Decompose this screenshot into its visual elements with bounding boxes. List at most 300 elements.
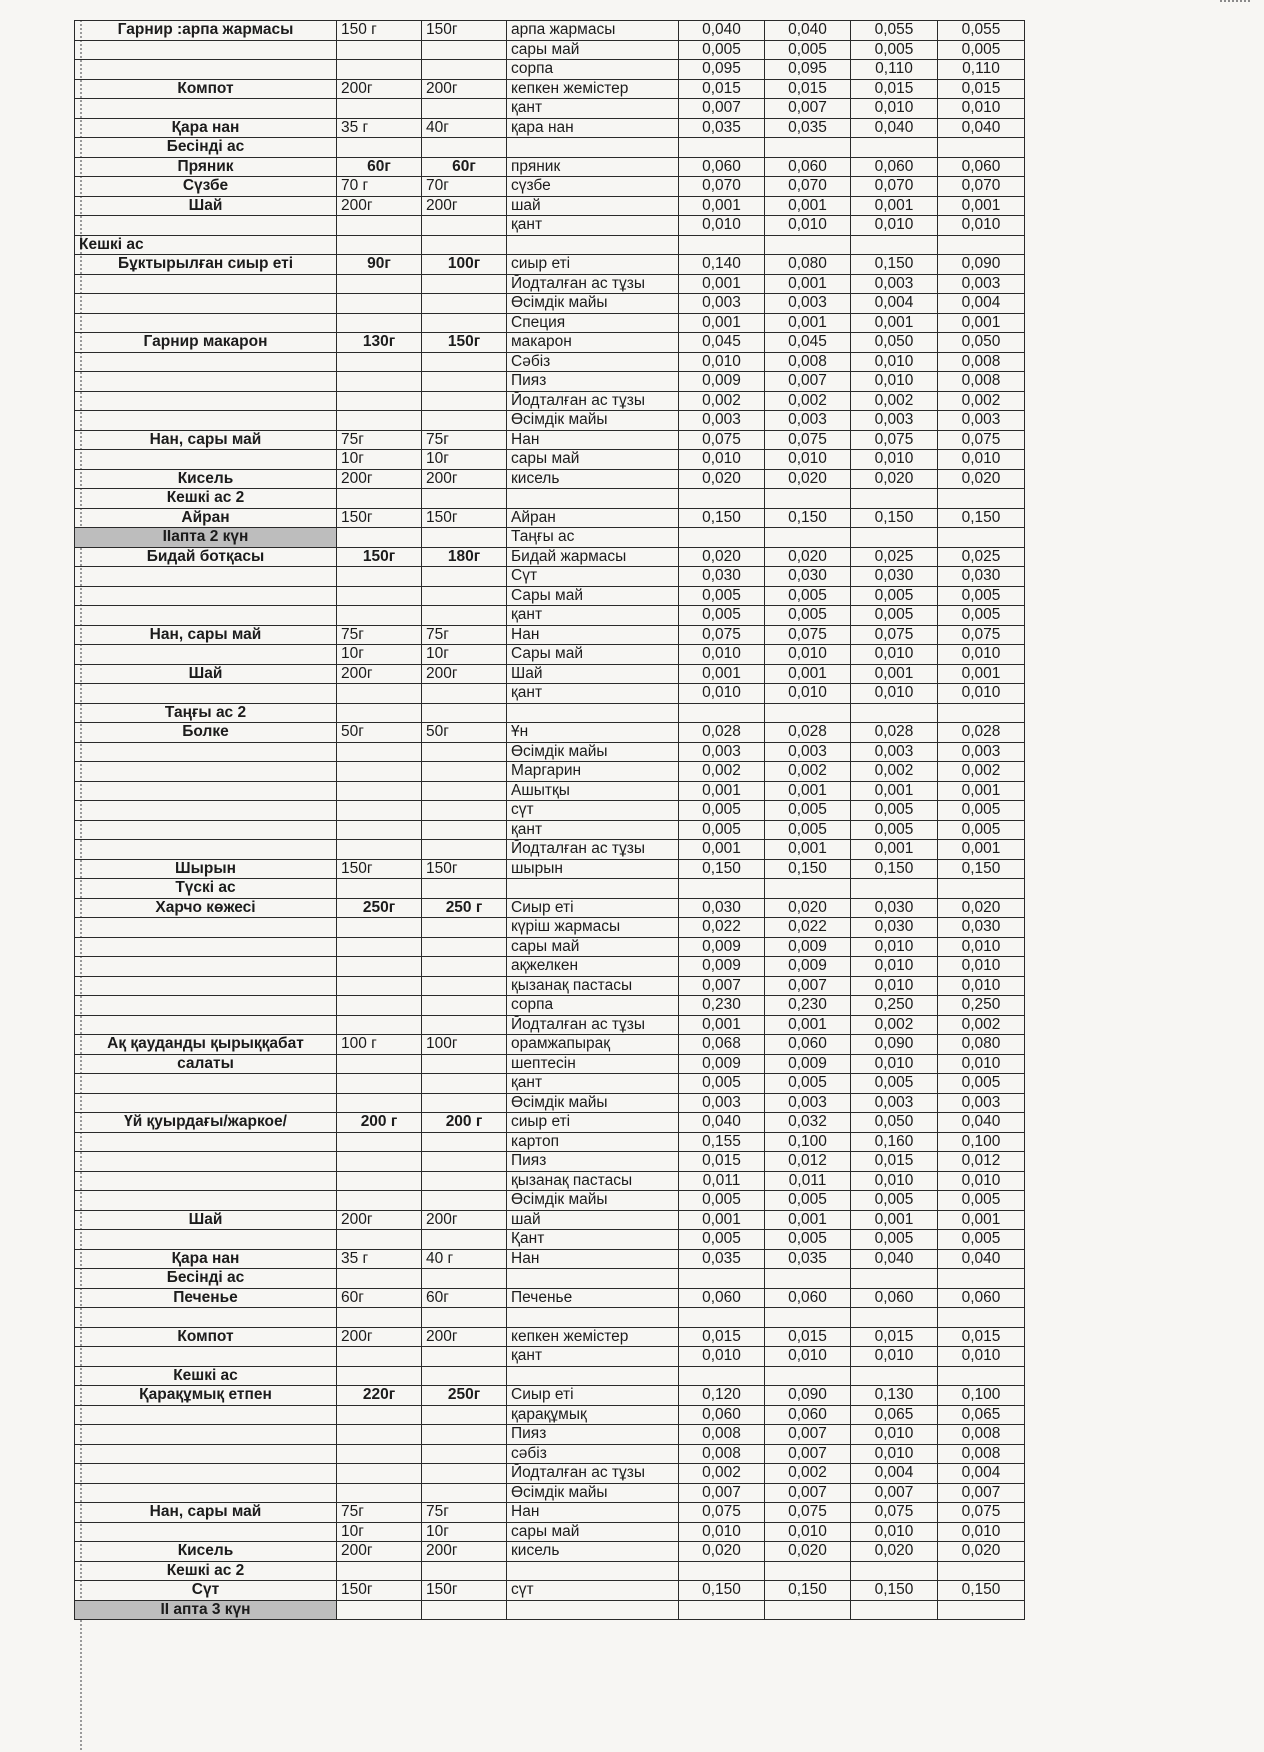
portion-age2-cell	[422, 1191, 507, 1211]
net-weight-age1-cell: 0,060	[765, 1035, 851, 1055]
portion-age1-cell: 200г	[337, 79, 422, 99]
ingredient-cell: Нан	[507, 430, 679, 450]
gross-weight-age1-cell: 0,070	[679, 177, 765, 197]
gross-weight-age1-cell	[679, 528, 765, 548]
portion-age2-cell: 10г	[422, 1522, 507, 1542]
net-weight-age2-cell: 0,004	[938, 1464, 1025, 1484]
gross-weight-age2-cell: 0,028	[851, 723, 938, 743]
ingredient-cell: арпа жармасы	[507, 21, 679, 41]
net-weight-age1-cell: 0,009	[765, 957, 851, 977]
gross-weight-age1-cell	[679, 1308, 765, 1328]
dish-name-cell	[75, 840, 337, 860]
table-row	[75, 742, 1025, 762]
net-weight-age1-cell	[765, 1561, 851, 1581]
net-weight-age1-cell: 0,070	[765, 177, 851, 197]
net-weight-age1-cell: 0,005	[765, 1191, 851, 1211]
table-row	[75, 489, 1025, 509]
table-row	[75, 177, 1025, 197]
net-weight-age1-cell: 0,075	[765, 430, 851, 450]
table-row	[75, 60, 1025, 80]
meal-section-row	[75, 235, 1025, 255]
ingredient-cell: сары май	[507, 937, 679, 957]
net-weight-age1-cell: 0,010	[765, 216, 851, 236]
portion-age1-cell	[337, 976, 422, 996]
gross-weight-age2-cell	[851, 1600, 938, 1620]
portion-age1-cell: 10г	[337, 645, 422, 665]
gross-weight-age1-cell: 0,020	[679, 1542, 765, 1562]
net-weight-age2-cell: 0,055	[938, 21, 1025, 41]
portion-age1-cell	[337, 274, 422, 294]
gross-weight-age2-cell	[851, 138, 938, 158]
dish-name-cell: Гарнир макарон	[75, 333, 337, 353]
portion-age1-cell: 100 г	[337, 1035, 422, 1055]
table-row	[75, 1483, 1025, 1503]
portion-age2-cell: 250г	[422, 1386, 507, 1406]
dish-name-cell	[75, 567, 337, 587]
portion-age2-cell: 150г	[422, 21, 507, 41]
portion-age1-cell	[337, 1405, 422, 1425]
net-weight-age1-cell: 0,003	[765, 742, 851, 762]
net-weight-age1-cell: 0,007	[765, 1444, 851, 1464]
portion-age1-cell	[337, 1230, 422, 1250]
portion-age1-cell: 150г	[337, 547, 422, 567]
portion-age2-cell	[422, 957, 507, 977]
portion-age2-cell: 200г	[422, 469, 507, 489]
portion-age1-cell: 150г	[337, 1581, 422, 1601]
net-weight-age1-cell: 0,010	[765, 645, 851, 665]
net-weight-age1-cell: 0,010	[765, 450, 851, 470]
ingredient-cell: Өсімдік майы	[507, 1191, 679, 1211]
table-row	[75, 1191, 1025, 1211]
dish-name-cell: Кешкі ас 2	[75, 1561, 337, 1581]
gross-weight-age1-cell: 0,010	[679, 216, 765, 236]
portion-age1-cell	[337, 1600, 422, 1620]
portion-age1-cell: 200г	[337, 1210, 422, 1230]
net-weight-age1-cell: 0,001	[765, 1015, 851, 1035]
gross-weight-age2-cell: 0,020	[851, 1542, 938, 1562]
gross-weight-age2-cell: 0,030	[851, 898, 938, 918]
ingredient-cell: кисель	[507, 469, 679, 489]
gross-weight-age1-cell: 0,003	[679, 294, 765, 314]
net-weight-age1-cell: 0,090	[765, 1386, 851, 1406]
net-weight-age1-cell: 0,030	[765, 567, 851, 587]
dish-name-cell	[75, 1347, 337, 1367]
portion-age1-cell	[337, 703, 422, 723]
net-weight-age2-cell: 0,005	[938, 40, 1025, 60]
net-weight-age1-cell: 0,230	[765, 996, 851, 1016]
table-row	[75, 157, 1025, 177]
portion-age1-cell	[337, 1425, 422, 1445]
net-weight-age1-cell	[765, 1600, 851, 1620]
gross-weight-age1-cell: 0,035	[679, 1249, 765, 1269]
table-row	[75, 1015, 1025, 1035]
gross-weight-age2-cell: 0,010	[851, 216, 938, 236]
gross-weight-age1-cell: 0,060	[679, 1288, 765, 1308]
net-weight-age2-cell: 0,001	[938, 313, 1025, 333]
portion-age2-cell: 40 г	[422, 1249, 507, 1269]
table-row	[75, 352, 1025, 372]
gross-weight-age1-cell	[679, 1269, 765, 1289]
gross-weight-age1-cell: 0,003	[679, 411, 765, 431]
dish-name-cell	[75, 352, 337, 372]
net-weight-age1-cell: 0,001	[765, 196, 851, 216]
gross-weight-age1-cell: 0,020	[679, 547, 765, 567]
portion-age2-cell	[422, 99, 507, 119]
table-row	[75, 762, 1025, 782]
net-weight-age1-cell	[765, 1269, 851, 1289]
net-weight-age1-cell	[765, 1366, 851, 1386]
table-row	[75, 79, 1025, 99]
net-weight-age2-cell: 0,090	[938, 255, 1025, 275]
net-weight-age2-cell: 0,020	[938, 898, 1025, 918]
gross-weight-age1-cell: 0,001	[679, 313, 765, 333]
gross-weight-age1-cell: 0,140	[679, 255, 765, 275]
dish-name-cell	[75, 1464, 337, 1484]
gross-weight-age2-cell: 0,055	[851, 21, 938, 41]
portion-age1-cell: 35 г	[337, 118, 422, 138]
table-row	[75, 1366, 1025, 1386]
ingredient-cell: сары май	[507, 450, 679, 470]
portion-age1-cell	[337, 606, 422, 626]
net-weight-age2-cell: 0,070	[938, 177, 1025, 197]
ingredient-cell: Йодталған ас тұзы	[507, 840, 679, 860]
portion-age1-cell	[337, 1308, 422, 1328]
table-row	[75, 918, 1025, 938]
dish-name-cell: салаты	[75, 1054, 337, 1074]
dish-name-cell	[75, 1444, 337, 1464]
net-weight-age2-cell	[938, 1308, 1025, 1328]
net-weight-age1-cell: 0,010	[765, 684, 851, 704]
dish-name-cell	[75, 976, 337, 996]
portion-age1-cell: 60г	[337, 157, 422, 177]
net-weight-age1-cell: 0,007	[765, 372, 851, 392]
portion-age1-cell	[337, 1483, 422, 1503]
net-weight-age1-cell: 0,035	[765, 1249, 851, 1269]
portion-age2-cell	[422, 1444, 507, 1464]
portion-age1-cell	[337, 1444, 422, 1464]
table-row	[75, 1074, 1025, 1094]
menu-table	[74, 20, 1025, 1620]
gross-weight-age2-cell: 0,010	[851, 99, 938, 119]
gross-weight-age1-cell: 0,001	[679, 274, 765, 294]
dish-name-cell: IIапта 2 күн	[75, 528, 337, 548]
portion-age2-cell: 100г	[422, 1035, 507, 1055]
gross-weight-age1-cell: 0,005	[679, 801, 765, 821]
portion-age1-cell	[337, 138, 422, 158]
gross-weight-age1-cell: 0,155	[679, 1132, 765, 1152]
gross-weight-age1-cell: 0,008	[679, 1425, 765, 1445]
ingredient-cell: қант	[507, 99, 679, 119]
gross-weight-age2-cell: 0,040	[851, 118, 938, 138]
net-weight-age1-cell: 0,150	[765, 1581, 851, 1601]
dish-name-cell	[75, 996, 337, 1016]
gross-weight-age2-cell: 0,090	[851, 1035, 938, 1055]
net-weight-age2-cell: 0,065	[938, 1405, 1025, 1425]
dish-name-cell: Гарнир :арпа жармасы	[75, 21, 337, 41]
portion-age1-cell	[337, 489, 422, 509]
portion-age1-cell	[337, 391, 422, 411]
portion-age2-cell	[422, 528, 507, 548]
net-weight-age2-cell: 0,010	[938, 1171, 1025, 1191]
dish-name-cell	[75, 1483, 337, 1503]
ingredient-cell: Өсімдік майы	[507, 1483, 679, 1503]
net-weight-age2-cell: 0,150	[938, 508, 1025, 528]
gross-weight-age2-cell: 0,007	[851, 1483, 938, 1503]
portion-age1-cell	[337, 801, 422, 821]
gross-weight-age2-cell: 0,010	[851, 684, 938, 704]
net-weight-age1-cell: 0,009	[765, 937, 851, 957]
ingredient-cell: кисель	[507, 1542, 679, 1562]
portion-age2-cell	[422, 586, 507, 606]
portion-age2-cell	[422, 976, 507, 996]
net-weight-age1-cell: 0,005	[765, 586, 851, 606]
ingredient-cell: картоп	[507, 1132, 679, 1152]
portion-age1-cell: 75г	[337, 1503, 422, 1523]
gross-weight-age2-cell: 0,003	[851, 742, 938, 762]
dish-name-cell: Қарақұмық етпен	[75, 1386, 337, 1406]
table-row	[75, 1054, 1025, 1074]
table-row	[75, 1171, 1025, 1191]
portion-age2-cell: 75г	[422, 1503, 507, 1523]
gross-weight-age2-cell: 0,050	[851, 1113, 938, 1133]
net-weight-age1-cell: 0,060	[765, 1288, 851, 1308]
portion-age2-cell	[422, 1171, 507, 1191]
dish-name-cell	[75, 1132, 337, 1152]
gross-weight-age1-cell	[679, 235, 765, 255]
portion-age1-cell	[337, 1366, 422, 1386]
table-row	[75, 430, 1025, 450]
gross-weight-age2-cell: 0,075	[851, 430, 938, 450]
gross-weight-age2-cell: 0,005	[851, 820, 938, 840]
gross-weight-age1-cell: 0,022	[679, 918, 765, 938]
net-weight-age1-cell: 0,032	[765, 1113, 851, 1133]
gross-weight-age1-cell: 0,011	[679, 1171, 765, 1191]
table-row	[75, 547, 1025, 567]
portion-age2-cell	[422, 1308, 507, 1328]
gross-weight-age1-cell: 0,075	[679, 625, 765, 645]
gross-weight-age1-cell: 0,150	[679, 859, 765, 879]
ingredient-cell: қызанақ пастасы	[507, 1171, 679, 1191]
net-weight-age1-cell: 0,001	[765, 313, 851, 333]
ingredient-cell: Пияз	[507, 1425, 679, 1445]
portion-age2-cell: 75г	[422, 625, 507, 645]
gross-weight-age2-cell: 0,075	[851, 1503, 938, 1523]
week-day-row	[75, 528, 1025, 548]
ingredient-cell: қарақұмық	[507, 1405, 679, 1425]
ingredient-cell: Сәбіз	[507, 352, 679, 372]
portion-age2-cell	[422, 1093, 507, 1113]
portion-age1-cell	[337, 1269, 422, 1289]
ingredient-cell: сорпа	[507, 60, 679, 80]
portion-age1-cell	[337, 1191, 422, 1211]
gross-weight-age2-cell: 0,250	[851, 996, 938, 1016]
gross-weight-age2-cell: 0,025	[851, 547, 938, 567]
net-weight-age1-cell: 0,002	[765, 1464, 851, 1484]
dish-name-cell	[75, 781, 337, 801]
portion-age1-cell	[337, 1093, 422, 1113]
ingredient-cell: шай	[507, 196, 679, 216]
net-weight-age2-cell: 0,040	[938, 1113, 1025, 1133]
dish-name-cell	[75, 742, 337, 762]
gross-weight-age1-cell: 0,010	[679, 1347, 765, 1367]
gross-weight-age2-cell: 0,010	[851, 352, 938, 372]
ingredient-cell: Шай	[507, 664, 679, 684]
ingredient-cell: Печенье	[507, 1288, 679, 1308]
table-row	[75, 1152, 1025, 1172]
ingredient-cell: Йодталған ас тұзы	[507, 1464, 679, 1484]
ingredient-cell: ақжелкен	[507, 957, 679, 977]
net-weight-age2-cell: 0,002	[938, 1015, 1025, 1035]
net-weight-age2-cell: 0,080	[938, 1035, 1025, 1055]
net-weight-age2-cell: 0,100	[938, 1132, 1025, 1152]
gross-weight-age1-cell	[679, 879, 765, 899]
gross-weight-age1-cell: 0,005	[679, 586, 765, 606]
net-weight-age2-cell: 0,003	[938, 274, 1025, 294]
ingredient-cell: Сүт	[507, 567, 679, 587]
dish-name-cell	[75, 40, 337, 60]
portion-age1-cell	[337, 1561, 422, 1581]
gross-weight-age1-cell: 0,060	[679, 1405, 765, 1425]
ingredient-cell: Ұн	[507, 723, 679, 743]
portion-age1-cell: 35 г	[337, 1249, 422, 1269]
table-row	[75, 1035, 1025, 1055]
net-weight-age1-cell: 0,040	[765, 21, 851, 41]
ingredient-cell	[507, 138, 679, 158]
portion-age1-cell: 60г	[337, 1288, 422, 1308]
gross-weight-age1-cell: 0,007	[679, 1483, 765, 1503]
portion-age2-cell: 180г	[422, 547, 507, 567]
dish-name-cell: Түскі ас	[75, 879, 337, 899]
ingredient-cell: Таңғы ас	[507, 528, 679, 548]
table-row	[75, 118, 1025, 138]
ingredient-cell: қант	[507, 1347, 679, 1367]
portion-age1-cell	[337, 235, 422, 255]
portion-age2-cell: 250 г	[422, 898, 507, 918]
gross-weight-age2-cell: 0,010	[851, 1444, 938, 1464]
portion-age1-cell: 50г	[337, 723, 422, 743]
dish-name-cell	[75, 216, 337, 236]
table-row	[75, 1347, 1025, 1367]
gross-weight-age1-cell: 0,009	[679, 372, 765, 392]
portion-age1-cell: 130г	[337, 333, 422, 353]
gross-weight-age1-cell: 0,045	[679, 333, 765, 353]
net-weight-age2-cell: 0,005	[938, 1074, 1025, 1094]
net-weight-age1-cell	[765, 528, 851, 548]
portion-age1-cell	[337, 1171, 422, 1191]
gross-weight-age2-cell: 0,010	[851, 450, 938, 470]
portion-age2-cell	[422, 937, 507, 957]
ingredient-cell: Өсімдік майы	[507, 411, 679, 431]
portion-age1-cell	[337, 372, 422, 392]
net-weight-age2-cell	[938, 1269, 1025, 1289]
portion-age1-cell: 220г	[337, 1386, 422, 1406]
gross-weight-age2-cell: 0,110	[851, 60, 938, 80]
net-weight-age2-cell: 0,001	[938, 781, 1025, 801]
gross-weight-age1-cell: 0,095	[679, 60, 765, 80]
table-row	[75, 586, 1025, 606]
ingredient-cell: Өсімдік майы	[507, 294, 679, 314]
portion-age2-cell	[422, 60, 507, 80]
portion-age2-cell	[422, 216, 507, 236]
net-weight-age2-cell: 0,001	[938, 1210, 1025, 1230]
net-weight-age2-cell	[938, 703, 1025, 723]
table-row	[75, 313, 1025, 333]
portion-age2-cell	[422, 1600, 507, 1620]
table-row	[75, 1308, 1025, 1328]
table-row	[75, 216, 1025, 236]
portion-age2-cell: 150г	[422, 1581, 507, 1601]
dish-name-cell	[75, 820, 337, 840]
portion-age2-cell: 60г	[422, 1288, 507, 1308]
net-weight-age1-cell: 0,028	[765, 723, 851, 743]
net-weight-age1-cell: 0,012	[765, 1152, 851, 1172]
ingredient-cell: сүт	[507, 801, 679, 821]
portion-age2-cell	[422, 235, 507, 255]
dish-name-cell: Кешкі ас 2	[75, 489, 337, 509]
gross-weight-age2-cell: 0,001	[851, 313, 938, 333]
net-weight-age2-cell: 0,008	[938, 352, 1025, 372]
net-weight-age2-cell: 0,010	[938, 684, 1025, 704]
dish-name-cell: Қара нан	[75, 1249, 337, 1269]
table-row	[75, 567, 1025, 587]
dish-name-cell: Компот	[75, 1327, 337, 1347]
gross-weight-age1-cell: 0,009	[679, 1054, 765, 1074]
net-weight-age2-cell: 0,040	[938, 1249, 1025, 1269]
net-weight-age2-cell: 0,003	[938, 742, 1025, 762]
dish-name-cell	[75, 606, 337, 626]
portion-age1-cell: 200г	[337, 1542, 422, 1562]
dish-name-cell: Кисель	[75, 469, 337, 489]
table-row	[75, 469, 1025, 489]
dish-name-cell	[75, 1171, 337, 1191]
portion-age1-cell	[337, 840, 422, 860]
portion-age1-cell: 90г	[337, 255, 422, 275]
ingredient-cell	[507, 489, 679, 509]
portion-age2-cell: 150г	[422, 333, 507, 353]
gross-weight-age1-cell: 0,010	[679, 352, 765, 372]
gross-weight-age1-cell: 0,005	[679, 1191, 765, 1211]
gross-weight-age1-cell: 0,007	[679, 99, 765, 119]
portion-age2-cell	[422, 40, 507, 60]
ingredient-cell: Қант	[507, 1230, 679, 1250]
net-weight-age2-cell: 0,020	[938, 1542, 1025, 1562]
portion-age2-cell: 50г	[422, 723, 507, 743]
gross-weight-age1-cell	[679, 1600, 765, 1620]
portion-age2-cell	[422, 274, 507, 294]
gross-weight-age2-cell: 0,060	[851, 157, 938, 177]
net-weight-age2-cell: 0,005	[938, 606, 1025, 626]
table-row	[75, 1113, 1025, 1133]
menu-document	[74, 20, 1024, 1620]
net-weight-age2-cell: 0,010	[938, 1054, 1025, 1074]
net-weight-age1-cell	[765, 138, 851, 158]
portion-age1-cell	[337, 762, 422, 782]
net-weight-age2-cell: 0,008	[938, 372, 1025, 392]
portion-age1-cell	[337, 918, 422, 938]
portion-age2-cell	[422, 1015, 507, 1035]
net-weight-age1-cell: 0,001	[765, 781, 851, 801]
portion-age1-cell	[337, 60, 422, 80]
ingredient-cell: Айран	[507, 508, 679, 528]
portion-age1-cell	[337, 411, 422, 431]
ingredient-cell: орамжапырақ	[507, 1035, 679, 1055]
gross-weight-age2-cell	[851, 703, 938, 723]
dish-name-cell: Харчо көжесі	[75, 898, 337, 918]
portion-age2-cell	[422, 703, 507, 723]
portion-age1-cell	[337, 216, 422, 236]
table-row	[75, 1561, 1025, 1581]
table-row	[75, 859, 1025, 879]
